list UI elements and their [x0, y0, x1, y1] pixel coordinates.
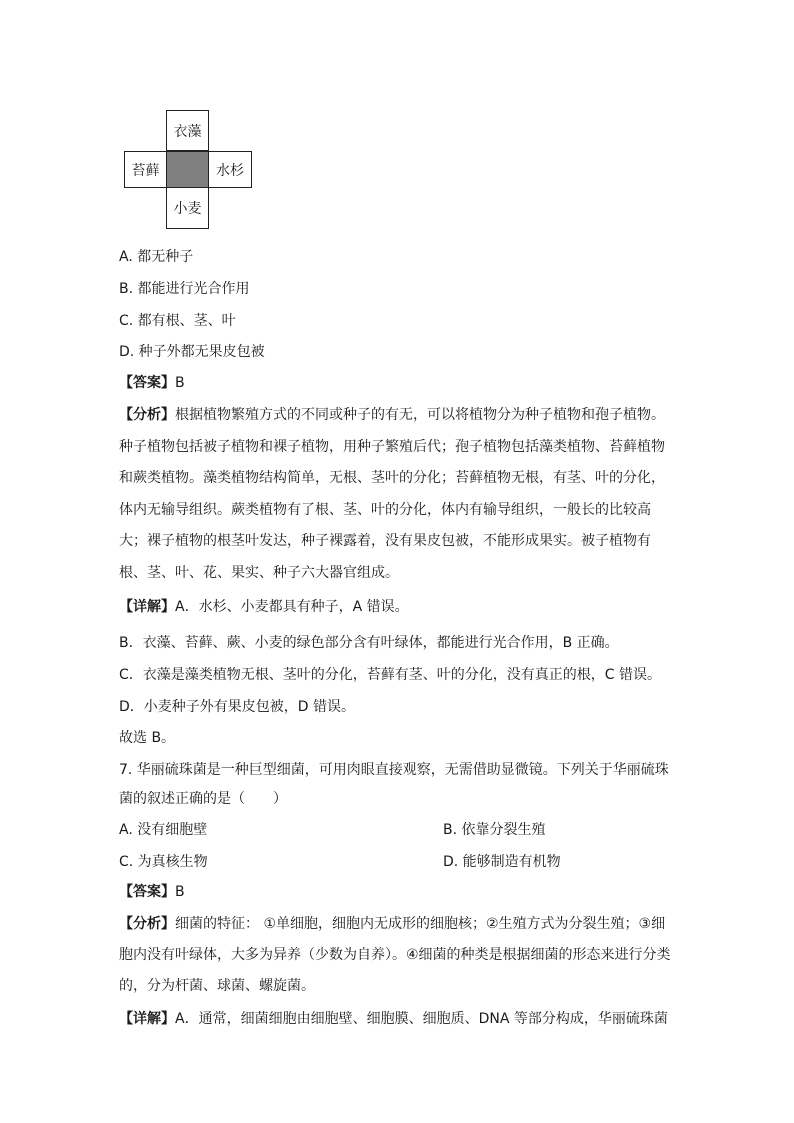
q6-analysis-line: 种子植物包括被子植物和裸子植物，用种子繁殖后代；孢子植物包括藻类植物、苔藓植物: [119, 439, 665, 455]
q7-stem-line: 7. 华丽硫珠菌是一种巨型细菌，可用肉眼直接观察，无需借助显微镜。下列关于华丽硫珠: [119, 762, 669, 778]
q6-answer: [119, 373, 185, 393]
diagram-cell-right: [208, 151, 252, 188]
q6-analysis-line: 大；裸子植物的根茎叶发达，种子裸露着，没有果皮包被，不能形成果实。被子植物有: [119, 533, 651, 549]
q6-option-d: D. 种子外都无果皮包被: [119, 344, 265, 360]
analysis-tag: 【分析】: [119, 916, 175, 932]
q7-option-b: B. 依靠分裂生殖: [443, 822, 546, 838]
q7-option-d: D. 能够制造有机物: [443, 854, 561, 870]
detail-text: A．水杉、小麦都具有种子，A 错误。: [175, 599, 409, 615]
q7-stem-line: 菌的叙述正确的是（ ）: [119, 791, 287, 807]
answer-tag: 【答案】: [119, 375, 175, 391]
diagram-label-top: 衣藻: [173, 123, 202, 140]
q7-detail-line: [119, 1009, 668, 1029]
q6-analysis-line: 根、茎、叶、花、果实、种子六大器官组成。: [119, 565, 399, 581]
q7-option-a: A. 没有细胞壁: [119, 822, 208, 838]
analysis-text: 细菌的特征： ①单细胞，细胞内无成形的细胞核；②生殖方式为分裂生殖；③细: [175, 916, 666, 932]
analysis-text: 根据植物繁殖方式的不同或种子的有无，可以将植物分为种子植物和孢子植物。: [175, 407, 665, 423]
q6-analysis-line: [119, 405, 665, 425]
q6-analysis-line: 和蕨类植物。藻类植物结构简单，无根、茎叶的分化；苔藓植物无根，有茎、叶的分化，: [119, 470, 665, 486]
answer-value: B: [175, 884, 185, 900]
q6-detail-line: B．衣藻、苔藓、蕨、小麦的绿色部分含有叶绿体，都能进行光合作用，B 正确。: [119, 635, 619, 651]
q7-answer: [119, 882, 185, 902]
q6-analysis-line: 体内无输导组织。蕨类植物有了根、茎、叶的分化，体内有输导组织，一般长的比较高: [119, 502, 651, 518]
diagram-cell-bottom: [166, 187, 209, 229]
answer-tag: 【答案】: [119, 884, 175, 900]
detail-tag: 【详解】: [119, 1011, 175, 1027]
diagram-cell-center: [166, 151, 209, 188]
q6-detail-line: D．小麦种子外有果皮包被，D 错误。: [119, 699, 356, 715]
q6-detail-line: C．衣藻是藻类植物无根、茎叶的分化，苔藓有茎、叶的分化，没有真正的根，C 错误。: [119, 667, 661, 683]
q6-option-c: C. 都有根、茎、叶: [119, 313, 236, 329]
diagram-label-right: 水杉: [216, 162, 244, 179]
q6-detail-line: [119, 597, 409, 617]
q6-option-a: A. 都无种子: [119, 249, 194, 265]
q7-analysis-line: [119, 914, 665, 934]
analysis-tag: 【分析】: [119, 407, 175, 423]
diagram-cell-left: [124, 151, 167, 188]
diagram-cell-top: [166, 110, 209, 151]
detail-tag: 【详解】: [119, 599, 175, 615]
detail-text: A．通常，细菌细胞由细胞壁、细胞膜、细胞质、DNA 等部分构成，华丽硫珠菌: [175, 1011, 668, 1027]
q7-analysis-line: 胞内没有叶绿体，大多为异养（少数为自养）。④细菌的种类是根据细菌的形态来进行分类: [119, 947, 671, 963]
q6-conclusion: 故选 B。: [119, 730, 176, 746]
diagram-label-left: 苔藓: [131, 162, 160, 179]
q7-analysis-line: 的，分为杆菌、球菌、螺旋菌。: [119, 978, 315, 994]
q7-option-c: C. 为真核生物: [119, 854, 208, 870]
answer-value: B: [175, 375, 185, 391]
q6-option-b: B. 都能进行光合作用: [119, 281, 250, 297]
diagram-label-bottom: 小麦: [173, 201, 202, 217]
